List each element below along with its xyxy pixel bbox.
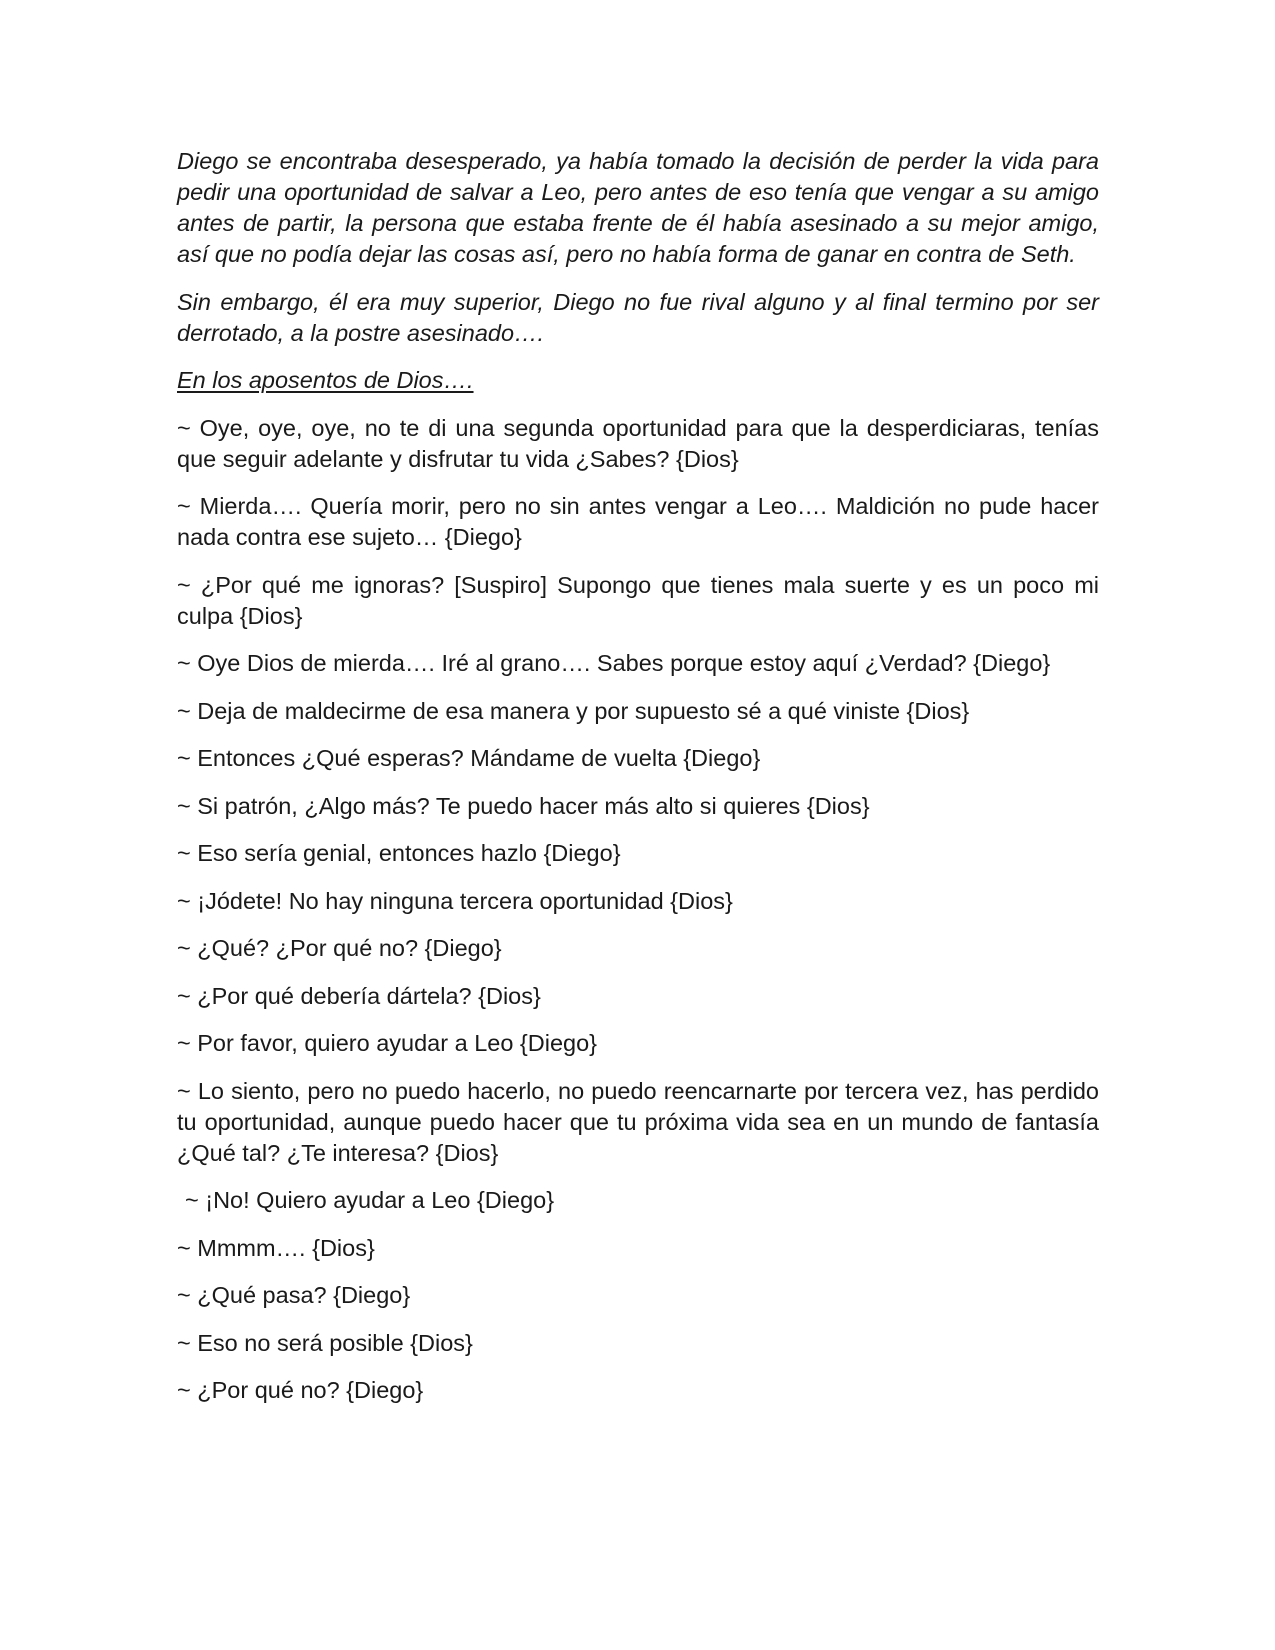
dialogue-line: ~ ¡No! Quiero ayudar a Leo {Diego} [185, 1187, 555, 1213]
narrative-paragraph: Sin embargo, él era muy superior, Diego no fue rival alguno y al final termino por ser derrotado, a la postre asesinado…. [177, 288, 1099, 346]
dialogue-line: ~ Mierda…. Quería morir, pero no sin antes vengar a Leo…. Maldición no pude hacer nada contra ese sujeto… {Diego} [177, 493, 1099, 550]
dialogue-line: ~ Oye, oye, oye, no te di una segunda oportunidad para que la desperdiciaras, tenías que seguir adelante y disfrutar tu vida ¿Sabes? {Dios} [177, 414, 1099, 472]
narrative-paragraph: Diego se encontraba desesperado, ya había tomado la decisión de perder la vida para pedir una oportunidad de salvar a Leo, pero antes de eso tenía que vengar a su amigo antes de partir, la persona que estaba frente de él había asesinado a su mejor amigo, así que no podía dejar las cosas así, pero no había forma de ganar en contra de Seth. [177, 148, 1099, 267]
dialogue-line: ~ Por favor, quiero ayudar a Leo {Diego} [177, 1030, 598, 1056]
dialogue-line: ~ ¿Por qué me ignoras? [Suspiro] Supongo que tienes mala suerte y es un poco mi culpa {Dios} [177, 571, 1099, 629]
dialogue-line: ~ ¡Jódete! No hay ninguna tercera oportunidad {Dios} [177, 887, 733, 914]
dialogue-line: ~ Lo siento, pero no puedo hacerlo, no puedo reencarnarte por tercera vez, has perdido tu oportunidad, aunque puedo hacer que tu próxima vida sea en un mundo de fantasía ¿Qué tal? ¿Te interesa? {Dios} [177, 1077, 1099, 1166]
dialogue-line: ~ Si patrón, ¿Algo más? Te puedo hacer más alto si quieres {Dios} [177, 792, 870, 819]
dialogue-line: ~ Oye Dios de mierda…. Iré al grano…. Sabes porque estoy aquí ¿Verdad? {Diego} [177, 650, 1051, 676]
dialogue-line: ~ Eso no será posible {Dios} [177, 1329, 473, 1356]
dialogue-line: ~ Eso sería genial, entonces hazlo {Diego} [177, 840, 621, 866]
dialogue-line: ~ Entonces ¿Qué esperas? Mándame de vuelta {Diego} [177, 745, 761, 771]
dialogue-line: ~ ¿Por qué no? {Diego} [177, 1377, 424, 1403]
dialogue-line: ~ ¿Qué pasa? {Diego} [177, 1282, 411, 1308]
dialogue-line: ~ Deja de maldecirme de esa manera y por supuesto sé a qué viniste {Dios} [177, 697, 970, 724]
scene-heading: En los aposentos de Dios…. [177, 367, 474, 393]
document-page [177, 146, 1099, 1423]
dialogue-line: ~ ¿Por qué debería dártela? {Dios} [177, 982, 541, 1009]
dialogue-line: ~ ¿Qué? ¿Por qué no? {Diego} [177, 935, 502, 961]
dialogue-line: ~ Mmmm…. {Dios} [177, 1234, 375, 1261]
